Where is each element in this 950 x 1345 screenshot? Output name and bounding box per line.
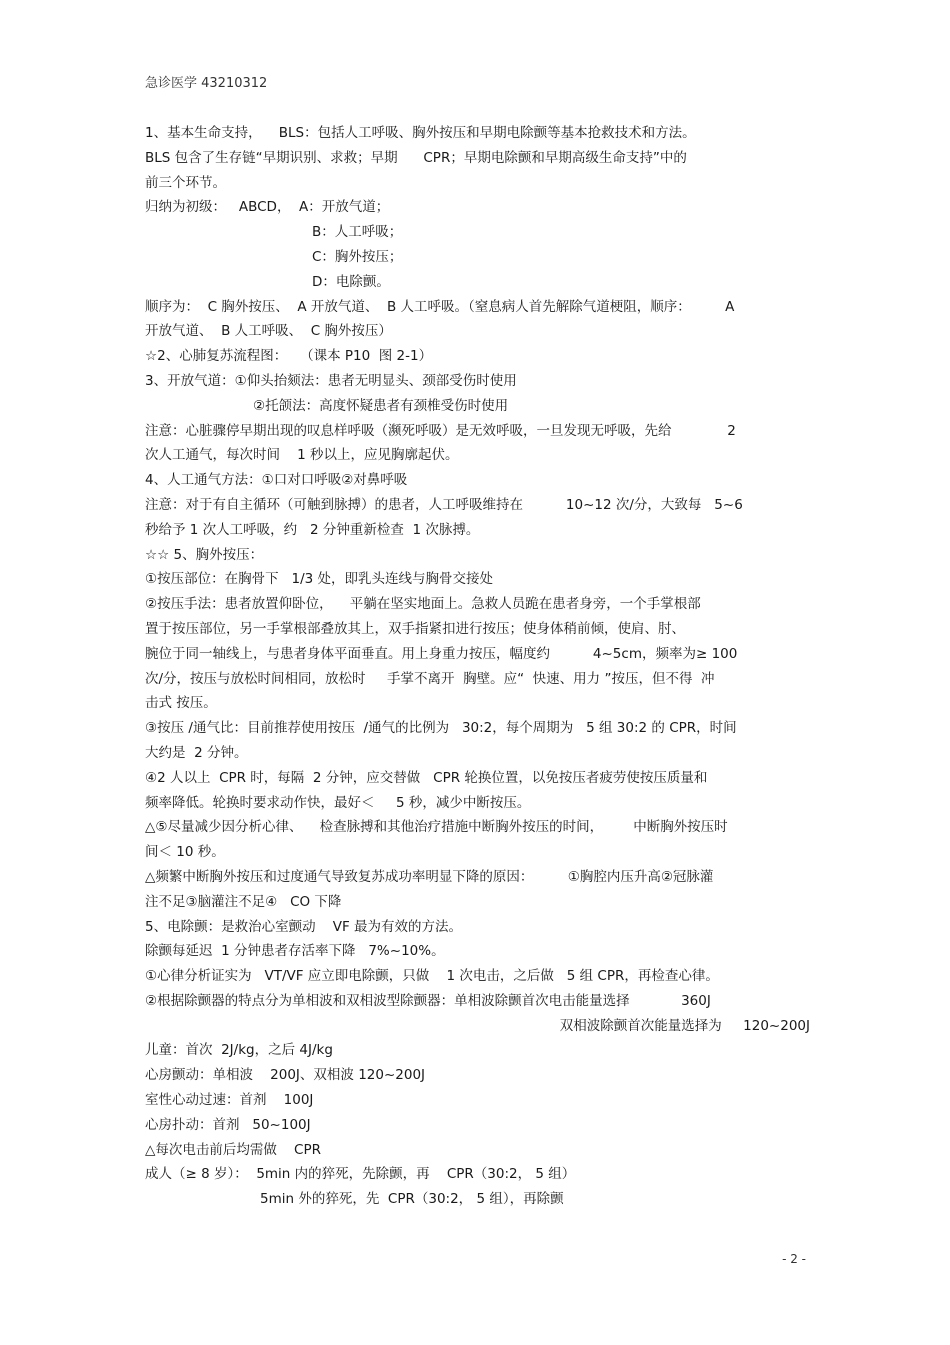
text-line: 双相波除颤首次能量选择为 120~200J — [559, 1017, 810, 1034]
text-line: ③按压 /通气比：目前推荐使用按压 /通气的比例为 30:2，每个周期为 5 组 30:2 的 CPR，时间 — [145, 720, 737, 737]
text-line: 4、人工通气方法：①口对口呼吸②对鼻呼吸 — [145, 472, 408, 489]
document-body — [145, 121, 810, 1212]
text-line: BLS 包含了生存链“早期识别、求救；早期 CPR；早期电除颤和早期高级生命支持”中的 — [145, 149, 687, 166]
text-line: △每次电击前后均需做 CPR — [145, 1141, 321, 1158]
text-line: 大约是 2 分钟。 — [145, 744, 248, 761]
page-header: 急诊医学 43210312 — [145, 76, 268, 91]
text-line: 次/分，按压与放松时间相同，放松时 手掌不离开 胸壁。应“ 快速、用力 ”按压，但不得 冲 — [145, 670, 715, 687]
text-line: △⑤尽量减少因分析心律、 检查脉搏和其他治疗措施中断胸外按压的时间， 中断胸外按压时 — [145, 819, 728, 836]
text-line: B：人工呼吸； — [312, 224, 403, 241]
text-line: 3、开放气道：①仰头抬颏法：患者无明显头、颈部受伤时使用 — [145, 372, 517, 389]
text-line: C：胸外按压； — [312, 248, 403, 265]
text-line: ①心律分析证实为 VT/VF 应立即电除颤，只做 1 次电击，之后做 5 组 CPR，再检查心律。 — [145, 968, 719, 985]
text-line: ②按压手法：患者放置仰卧位， 平躺在坚实地面上。急救人员跪在患者身旁，一个手掌根部 — [145, 596, 701, 613]
text-line: 注意：对于有自主循环（可触到脉搏）的患者，人工呼吸维持在 10~12 次/分，大致每 5~6 — [145, 496, 743, 513]
text-line: 心房扑动：首剂 50~100J — [145, 1116, 311, 1133]
text-line: 除颤每延迟 1 分钟患者存活率下降 7%~10%。 — [145, 943, 445, 960]
text-line: 归纳为初级： ABCD， A：开放气道； — [145, 199, 390, 216]
text-line: 顺序为： C 胸外按压、 A 开放气道、 B 人工呼吸。（窒息病人首先解除气道梗阻，顺序： A — [145, 298, 735, 315]
text-line: 腕位于同一轴线上，与患者身体平面垂直。用上身重力按压，幅度约 4~5cm，频率为≥ 100 — [145, 645, 738, 662]
text-line: 次人工通气，每次时间 1 秒以上，应见胸廓起伏。 — [145, 447, 459, 464]
page-number: - 2 - — [782, 1252, 806, 1266]
text-line: 1、基本生命支持， BLS：包括人工呼吸、胸外按压和早期电除颤等基本抢救技术和方法。 — [145, 125, 696, 141]
text-line: 室性心动过速：首剂 100J — [145, 1092, 314, 1109]
text-line: 成人（≥ 8 岁）： 5min 内的猝死，先除颤，再 CPR（30:2， 5 组） — [145, 1166, 576, 1183]
text-line: 心房颤动：单相波 200J、双相波 120~200J — [145, 1067, 426, 1084]
text-line: 注不足③脑灌注不足④ CO 下降 — [145, 893, 342, 910]
text-line: ☆2、心肺复苏流程图： （课本 P10 图 2-1） — [145, 348, 433, 365]
text-line: 5、电除颤：是救治心室颤动 VF 最为有效的方法。 — [145, 918, 463, 935]
text-line: △频繁中断胸外按压和过度通气导致复苏成功率明显下降的原因： ①胸腔内压升高②冠脉灌 — [145, 868, 714, 885]
text-line: 儿童：首次 2J/kg，之后 4J/kg — [145, 1042, 333, 1059]
text-line: 置于按压部位，另一手掌根部叠放其上，双手指紧扣进行按压；使身体稍前倾，使肩、肘、 — [145, 620, 685, 637]
text-line: 间＜ 10 秒。 — [145, 844, 225, 861]
text-line: 频率降低。轮换时要求动作快，最好＜ 5 秒，减少中断按压。 — [145, 794, 531, 811]
text-line: 秒给予 1 次人工呼吸，约 2 分钟重新检查 1 次脉搏。 — [145, 521, 480, 538]
text-line: 5min 外的猝死，先 CPR（30:2， 5 组），再除颤 — [260, 1191, 564, 1208]
text-line: ☆☆ 5、胸外按压： — [145, 546, 264, 563]
text-line: ④2 人以上 CPR 时，每隔 2 分钟，应交替做 CPR 轮换位置，以免按压者疲劳使按压质量和 — [145, 769, 708, 786]
text-line: 前三个环节。 — [145, 174, 226, 191]
text-line: ①按压部位：在胸骨下 1/3 处，即乳头连线与胸骨交接处 — [145, 571, 493, 588]
text-line: 开放气道、 B 人工呼吸、 C 胸外按压） — [145, 323, 392, 340]
text-line: ②托颌法：高度怀疑患者有颈椎受伤时使用 — [253, 397, 509, 414]
text-line: ②根据除颤器的特点分为单相波和双相波型除颤器：单相波除颤首次电击能量选择 360J — [145, 992, 711, 1009]
text-line: 击式 按压。 — [145, 695, 217, 712]
text-line: D：电除颤。 — [312, 273, 390, 290]
text-line: 注意：心脏骤停早期出现的叹息样呼吸（濒死呼吸）是无效呼吸，一旦发现无呼吸，先给 2 — [145, 422, 736, 439]
